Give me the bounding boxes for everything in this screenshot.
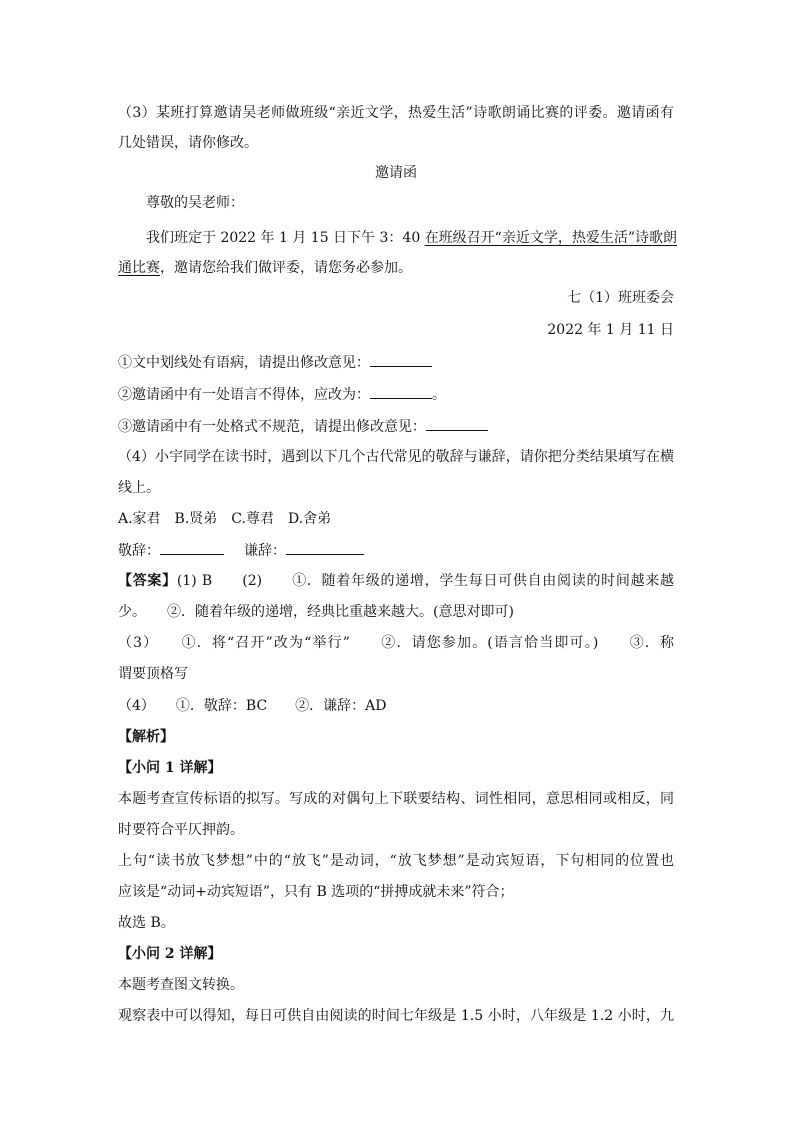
q3-prompt-line1: （3）某班打算邀请吴老师做班级“亲近文学，热爱生活”诗歌朗诵比赛的评委。邀请函有 (118, 105, 674, 121)
sub1-line2: 时要符合平仄押韵。 (118, 822, 244, 838)
sub2-line2: 观察表中可以得知，每日可供自由阅读的时间七年级是 1.5 小时，八年级是 1.2 小时，九 (118, 1008, 674, 1024)
q4-prompt-line1: （4）小宇同学在读书时，遇到以下几个古代常见的敬辞与谦辞，请你把分类结果填写在横 (118, 449, 674, 465)
sub1-tag: 【小问 1 详解】 (118, 760, 222, 776)
answer-line5: （4） ①．敬辞：BC ②．谦辞：AD (118, 698, 387, 714)
sub2-tag: 【小问 2 详解】 (118, 946, 222, 962)
letter-body-line2 (118, 258, 674, 278)
q3-item2-text: ②邀请函中有一处语言不得体，应改为： (118, 387, 370, 403)
q3-item3 (118, 416, 674, 436)
letter-body-text: ，邀请您给我们做评委，请您务必参加。 (160, 260, 412, 276)
q3-prompt-line2: 几处错误，请你修改。 (118, 135, 258, 151)
answer-line1 (118, 571, 674, 591)
honorific-label: 敬辞： (118, 543, 160, 559)
answer-blank (370, 352, 432, 367)
sub1-line3: 上句“读书放飞梦想”中的“放飞”是动词，“放飞梦想”是动宾短语，下句相同的位置也 (118, 853, 674, 869)
answer-line4: 谓要顶格写 (118, 666, 188, 682)
letter-title: 邀请函 (375, 165, 417, 181)
q3-item1 (118, 352, 674, 372)
humble-label: 谦辞： (244, 543, 286, 559)
letter-body-text: 我们班定于 2022 年 1 月 15 日下午 3：40 (146, 230, 425, 246)
letter-signer: 七（1）班班委会 (567, 290, 674, 306)
answer-text: (1) B (2) ①．随着年级的递增，学生每日可供自由阅读的时间越来越 (176, 573, 674, 589)
answer-blank (160, 540, 224, 555)
q4-options: A.家君 B.贤弟 C.尊君 D.舍弟 (118, 511, 332, 527)
sub1-line4: 应该是“动词+动宾短语”，只有 B 选项的“拼搏成就未来”符合； (118, 884, 514, 900)
answer-tag: 【答案】 (118, 573, 177, 589)
letter-underlined-text: 通比赛 (118, 260, 160, 276)
sub1-line5: 故选 B。 (118, 915, 175, 931)
letter-body-line1 (146, 228, 678, 248)
sub1-line1: 本题考查宣传标语的拟写。写成的对偶句上下联要结构、词性相同，意思相同或相反，同 (118, 791, 674, 807)
analysis-tag: 【解析】 (118, 729, 174, 745)
answer-line2: 少。 ②．随着年级的递增，经典比重越来越大。(意思对即可) (118, 604, 514, 620)
q4-answer-blanks (118, 540, 674, 560)
q3-item2-end: 。 (432, 387, 446, 403)
letter-salutation: 尊敬的吴老师： (146, 195, 244, 211)
q4-prompt-line2: 线上。 (118, 480, 160, 496)
answer-blank (426, 416, 488, 431)
letter-underlined-text: 在班级召开“亲近文学，热爱生活”诗歌朗 (424, 230, 678, 246)
answer-line3: （3） ①．将“召开”改为“举行” ②．请您参加。(语言恰当即可。) ③．称 (118, 635, 674, 651)
q3-item1-text: ①文中划线处有语病，请提出修改意见： (118, 355, 370, 371)
sub2-line1: 本题考查图文转换。 (118, 977, 244, 993)
answer-blank (370, 384, 432, 399)
q3-item2 (118, 384, 674, 404)
q3-item3-text: ③邀请函中有一处格式不规范，请提出修改意见： (118, 419, 426, 435)
answer-blank (286, 540, 364, 555)
letter-date: 2022 年 1 月 11 日 (547, 322, 674, 338)
